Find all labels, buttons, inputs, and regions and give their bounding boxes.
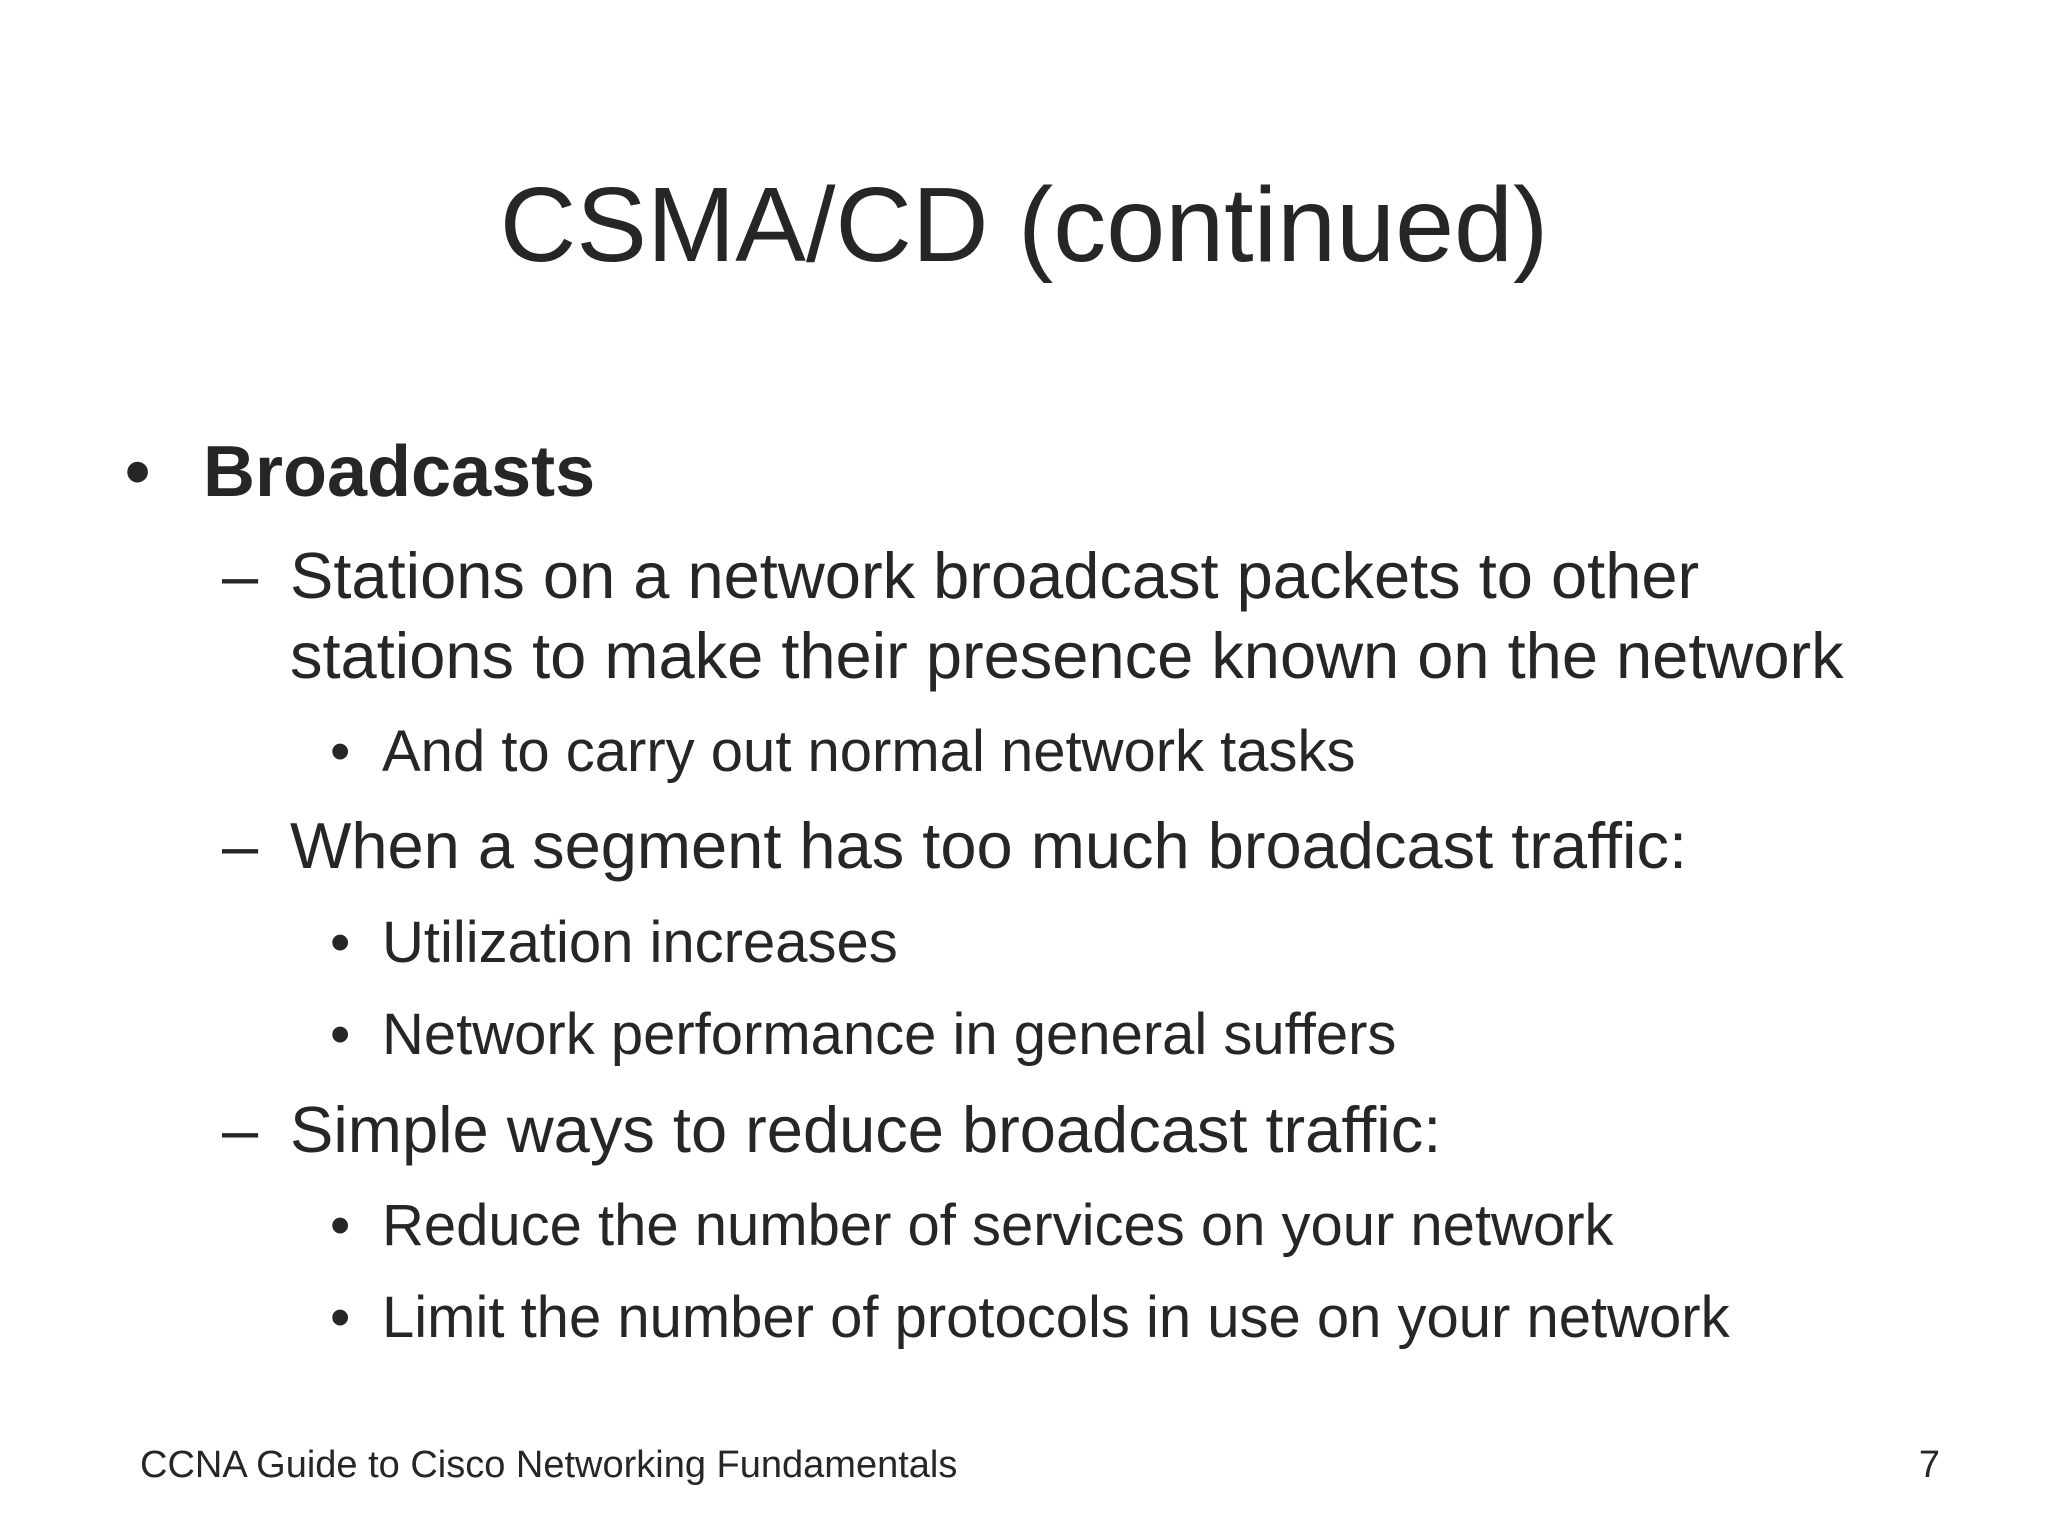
footer-course-title: CCNA Guide to Cisco Networking Fundamentals xyxy=(140,1444,958,1486)
sub-bullet-stations-line1: Stations on a network broadcast packets to other xyxy=(290,539,1700,612)
bullet-marker: • xyxy=(330,719,351,784)
bullet-marker: • xyxy=(125,432,151,512)
sub-bullet-too-much-traffic: When a segment has too much broadcast traffic: xyxy=(290,809,1688,882)
dash-marker: – xyxy=(222,1093,259,1166)
bullet-marker: • xyxy=(330,1193,351,1258)
bullet-broadcasts: Broadcasts xyxy=(203,432,596,512)
bullet-marker: • xyxy=(330,1002,351,1067)
slide-title: CSMA/CD (continued) xyxy=(499,166,1549,284)
sub-sub-bullet-limit-protocols: Limit the number of protocols in use on your network xyxy=(382,1285,1730,1350)
sub-sub-bullet-reduce-services: Reduce the number of services on your network xyxy=(382,1193,1614,1258)
bullet-marker: • xyxy=(330,1285,351,1350)
sub-sub-bullet-utilization: Utilization increases xyxy=(382,910,898,975)
bullet-marker: • xyxy=(330,910,351,975)
dash-marker: – xyxy=(222,539,259,612)
dash-marker: – xyxy=(222,809,259,882)
sub-sub-bullet-normal-tasks: And to carry out normal network tasks xyxy=(382,719,1356,784)
sub-bullet-reduce-traffic: Simple ways to reduce broadcast traffic: xyxy=(290,1093,1442,1166)
sub-sub-bullet-performance: Network performance in general suffers xyxy=(382,1002,1397,1067)
footer-page-number: 7 xyxy=(1918,1444,1940,1486)
sub-bullet-stations-line2: stations to make their presence known on the network xyxy=(290,619,1844,692)
